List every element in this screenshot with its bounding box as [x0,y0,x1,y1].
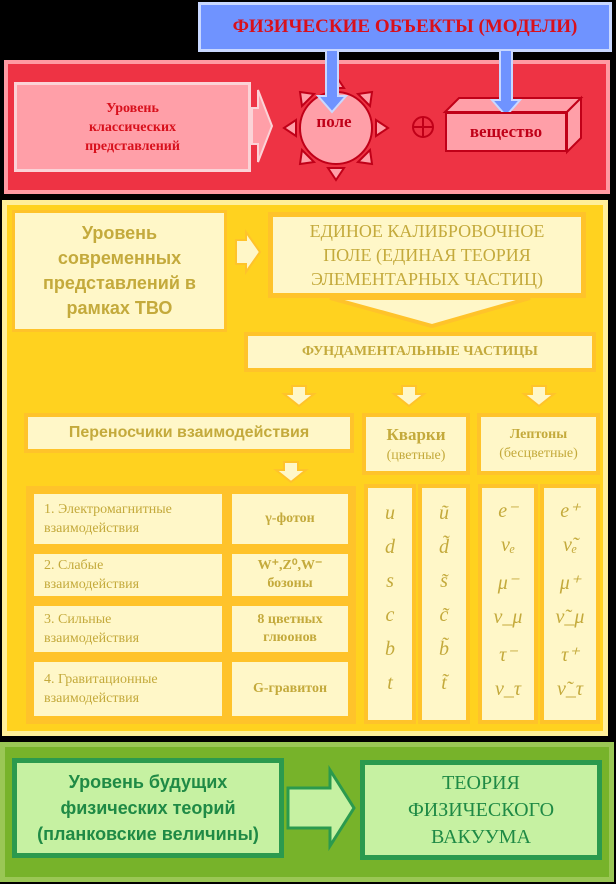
antilepton: ν̃_τ [556,678,584,700]
quark: d [385,536,395,558]
interaction-carrier: G-гравитон [228,658,352,720]
quark: b [385,638,395,660]
antilepton: ν̃ₑ [562,534,578,556]
quark: u [385,502,395,524]
future-arrow [288,770,354,846]
leptons-header: Лептоны [509,426,568,442]
field-label: поле [316,112,352,131]
antilepton: μ⁺ [559,572,581,594]
substance-label: вещество [469,122,543,141]
antiquark: ũ [439,502,449,524]
interaction-name: 3. Сильные взаимодействия [30,602,226,656]
fundamental-particles-label: ФУНДАМЕНТАЛЬНЫЕ ЧАСТИЦЫ [302,344,538,359]
antiquark: d̃ [439,536,449,558]
antiquark: c̃ [439,604,449,626]
interaction-name: 4. Гравитационные взаимодействия [30,658,226,720]
carriers-header: Переносчики взаимодействия [68,424,310,441]
modern-level-label: Уровень современных представлений в рамках ТВО [42,223,196,318]
interaction-carrier: W⁺,Z⁰,W⁻ бозоны [228,550,352,600]
antiquark: t̃ [441,672,447,694]
antilepton: e⁺ [560,500,580,522]
vacuum-theory-box [360,760,602,860]
lepton: τ⁻ [499,644,517,666]
future-level-label: Уровень будущих физических теорий (планковские величины) [37,772,259,844]
vacuum-theory-label: ТЕОРИЯ ФИЗИЧЕСКОГО ВАКУУМА [407,771,555,848]
leptons-subheader: (бесцветные) [499,445,578,461]
interaction-name: 1. Электромагнитные взаимодействия [30,490,226,548]
classical-level-label: Уровень классических представлений [85,100,180,154]
interaction-carrier: γ-фотон [228,490,352,548]
lepton: ν_μ [493,606,523,628]
quarks-subheader: (цветные) [386,447,446,463]
lepton: ν_τ [494,678,522,700]
unified-field-label: ЕДИНОЕ КАЛИБРОВОЧНОЕ ПОЛЕ (ЕДИНАЯ ТЕОРИЯ ЭЛЕМЕНТАРНЫХ ЧАСТИЦ) [309,221,545,289]
lepton: μ⁻ [497,572,519,594]
antiquark: s̃ [440,570,448,592]
title: ФИЗИЧЕСКИЕ ОБЪЕКТЫ (МОДЕЛИ) [232,16,578,37]
interaction-name: 2. Слабые взаимодействия [30,550,226,600]
quarks-header: Кварки [386,424,446,444]
antiquark: b̃ [439,638,449,660]
antilepton: τ⁺ [561,644,579,666]
lepton: νₑ [500,534,516,556]
quark: s [386,570,394,592]
quark: c [385,604,395,626]
quark: t [387,672,393,694]
lepton: e⁻ [498,500,518,522]
interaction-carrier: 8 цветных глюонов [228,602,352,656]
antilepton: ν̃_μ [555,606,585,628]
